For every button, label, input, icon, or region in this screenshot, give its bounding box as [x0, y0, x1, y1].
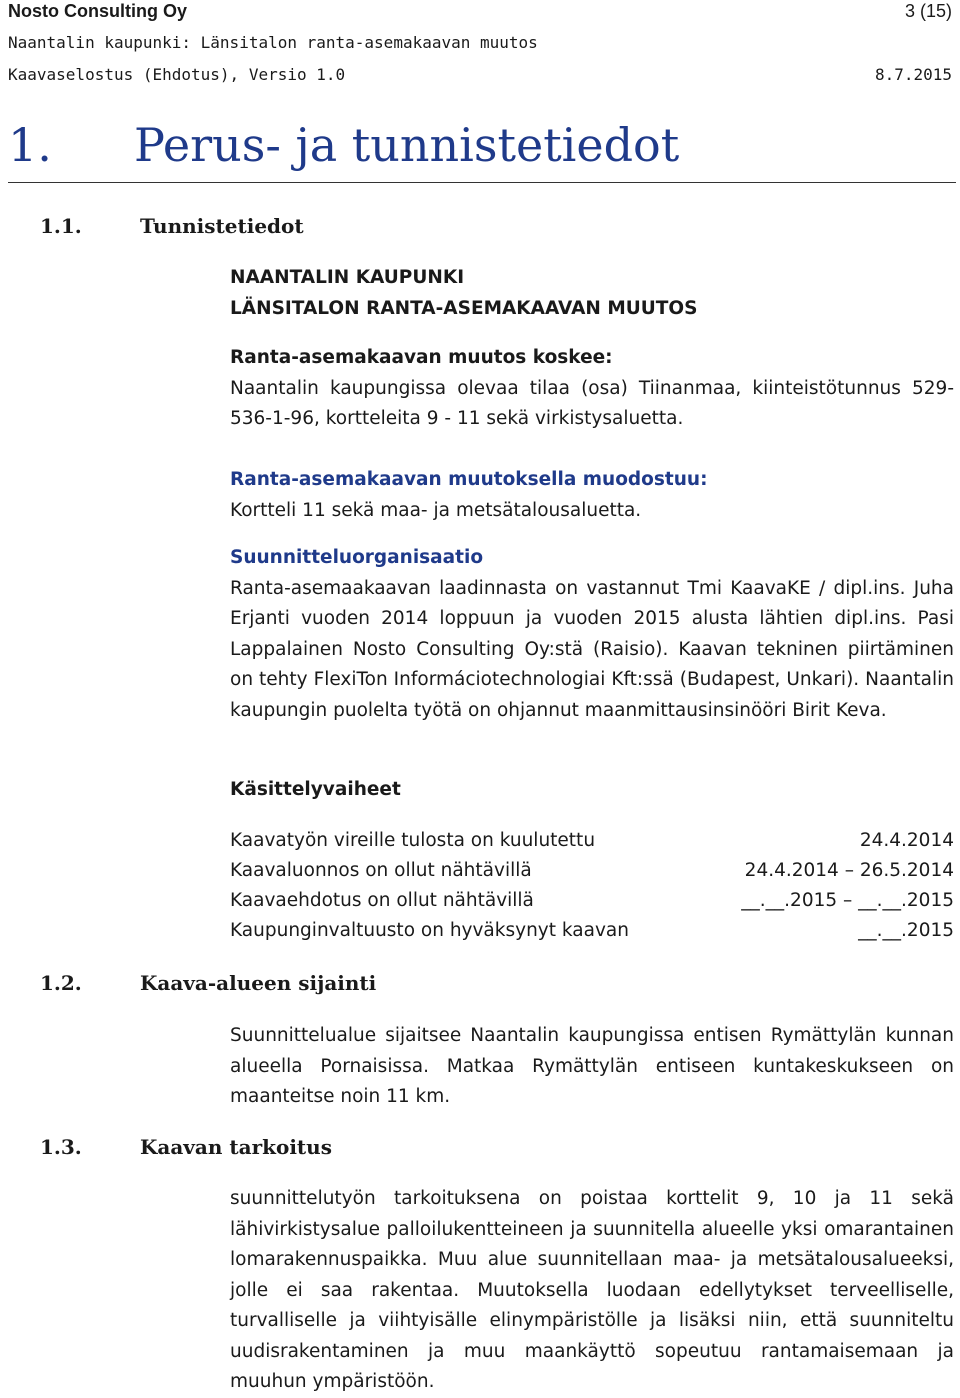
plan-concerns — [230, 343, 954, 435]
plan-name: LÄNSITALON RANTA-ASEMAKAAVAN MUUTOS — [230, 297, 698, 319]
chapter-heading — [8, 116, 679, 174]
plan-forms — [230, 465, 954, 526]
organisation-text: Ranta-asemaakaavan laadinnasta on vastannut Tmi KaavaKE / dipl.ins. Juha Erjanti vuoden 2014 loppuun ja vuoden 2015 alusta lähtien dipl.ins. Pasi Lappalainen Nosto Consulting Oy:stä (Raisio). Kaavan tekninen piirtäminen on tehty FlexiTon Informáciotechnologiai Kft:ssä (Budapest, Unkari). Naantalin kaupungin puolelta työtä on ohjannut maanmittausinsinööri Birit Keva. — [230, 577, 954, 721]
section-heading-1-1 — [40, 212, 304, 240]
section-heading-1-3 — [40, 1133, 332, 1161]
section-number: 1.3. — [40, 1135, 82, 1159]
planning-organisation — [230, 543, 954, 726]
header-date: 8.7.2015 — [874, 65, 952, 84]
section-number: 1.2. — [40, 971, 82, 995]
concerns-text: Naantalin kaupungissa olevaa tilaa (osa) Tiinanmaa, kiinteistötunnus 529-536-1-96, kortteleita 9 - 11 sekä virkistysaluetta. — [230, 377, 954, 429]
plan-identification — [230, 263, 954, 324]
stages-heading-wrap — [230, 775, 954, 806]
section-title: Kaavan tarkoitus — [140, 1135, 332, 1159]
section-number: 1.1. — [40, 214, 82, 238]
stage-label: Kaupunginvaltuusto on hyväksynyt kaavan — [230, 920, 629, 941]
header-page-number: 3 (15) — [904, 1, 952, 21]
stage-date: __.__.2015 – __.__.2015 — [741, 890, 954, 911]
chapter-number: 1. — [8, 118, 52, 172]
location-text: Suunnittelualue sijaitsee Naantalin kaupungissa entisen Rymättylän kunnan alueella Pornaisissa. Matkaa Rymättylän entiseen kuntakeskukseen on maanteitse noin 11 km. — [230, 1025, 954, 1107]
purpose-paragraph — [230, 1184, 954, 1398]
stage-row — [230, 916, 954, 946]
section-heading-1-2 — [40, 969, 376, 997]
stage-label: Kaavatyön vireille tulosta on kuulutettu — [230, 830, 596, 851]
header-project: Naantalin kaupunki: Länsitalon ranta-asemakaavan muutos — [8, 33, 538, 52]
header-company: Nosto Consulting Oy — [8, 1, 187, 21]
location-paragraph — [230, 1021, 954, 1113]
organisation-heading: Suunnitteluorganisaatio — [230, 547, 484, 568]
stage-label: Kaavaluonnos on ollut nähtävillä — [230, 860, 532, 881]
chapter-rule — [8, 182, 956, 183]
stages-heading: Käsittelyvaiheet — [230, 779, 401, 800]
chapter-title: Perus- ja tunnistetiedot — [134, 118, 680, 172]
section-title: Kaava-alueen sijainti — [140, 971, 377, 995]
concerns-heading: Ranta-asemakaavan muutos koskee: — [230, 347, 613, 368]
stage-row — [230, 886, 954, 916]
section-title: Tunnistetiedot — [140, 214, 304, 238]
stage-label: Kaavaehdotus on ollut nähtävillä — [230, 890, 534, 911]
forms-heading: Ranta-asemakaavan muutoksella muodostuu: — [230, 469, 708, 490]
header-document: Kaavaselostus (Ehdotus), Versio 1.0 — [8, 65, 346, 84]
stage-date: __.__.2015 — [858, 920, 954, 941]
stage-date: 24.4.2014 — [859, 830, 954, 851]
forms-text: Kortteli 11 sekä maa- ja metsätalousaluetta. — [230, 499, 642, 521]
stage-row — [230, 826, 954, 856]
stage-date: 24.4.2014 – 26.5.2014 — [744, 860, 954, 881]
purpose-text: suunnittelutyön tarkoituksena on poistaa korttelit 9, 10 ja 11 sekä lähivirkistysalue palloilukentteineen ja suunnitella alueelle yksi omarantainen lomarakennuspaikka. Muu alue suunnitellaan maa- ja metsätalousalueeksi, jolle ei saa rakentaa. Muutoksella luodaan edellytykset terveelliselle, turvalliselle ja viihtyisälle elinympäristölle ja lisäksi niin, että suunniteltu uudisrakentaminen ja muu maankäyttö sopeutuu rantamaisemaan ja muuhun ympäristöön. — [230, 1188, 954, 1392]
stage-row — [230, 856, 954, 886]
municipality-name: NAANTALIN KAUPUNKI — [230, 267, 465, 288]
